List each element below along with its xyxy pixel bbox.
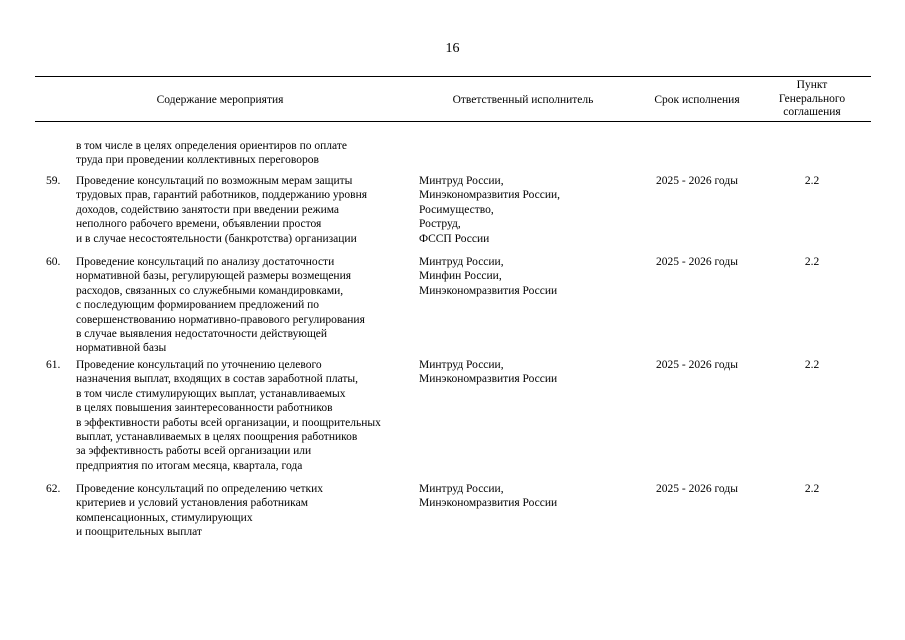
row-agreement-point: 2.2 xyxy=(804,175,820,187)
responsible-line: Минэкономразвития России, xyxy=(419,189,561,202)
row-description xyxy=(76,255,416,356)
description-line: в том числе стимулирующих выплат, устанавливаемых xyxy=(76,387,346,400)
description-line: с последующим формированием предложений по xyxy=(76,299,320,312)
continuation-text xyxy=(76,139,416,168)
description-line: и в случае несостоятельности (банкротства) организации xyxy=(76,232,357,245)
row-number: 61. xyxy=(46,359,61,371)
description-line: Проведение консультаций по возможным мерам защиты xyxy=(76,175,353,187)
responsible-line: Минтруд России, xyxy=(419,175,504,187)
row-agreement-point: 2.2 xyxy=(804,256,820,268)
description-line: совершенствованию нормативно-правового регулирования xyxy=(76,313,365,326)
row-term: 2025 - 2026 годы xyxy=(656,359,738,371)
table-header-top-rule xyxy=(35,76,871,77)
row-number: 62. xyxy=(46,483,61,495)
description-line: критериев и условий установления работникам xyxy=(76,497,308,510)
column-header-point-line: Генерального xyxy=(778,92,846,105)
description-line: нормативной базы, регулирующей размеры возмещения xyxy=(76,270,352,283)
row-term: 2025 - 2026 годы xyxy=(656,483,738,495)
responsible-line: Роструд, xyxy=(419,218,461,231)
column-header-point-line: соглашения xyxy=(783,106,841,119)
description-line: за эффективность работы всей организации или xyxy=(76,445,312,458)
responsible-line: Минтруд России, xyxy=(419,483,504,495)
column-header-term: Срок исполнения xyxy=(654,94,740,106)
responsible-line: Минфин России, xyxy=(419,270,502,283)
row-description xyxy=(76,482,416,540)
row-agreement-point: 2.2 xyxy=(804,359,820,371)
continuation-line: труда при проведении коллективных переговоров xyxy=(76,154,319,167)
description-line: доходов, содействию занятости при введении режима xyxy=(76,203,340,216)
description-line: расходов, связанных со служебными командировками, xyxy=(76,284,344,297)
responsible-line: Минэкономразвития России xyxy=(419,497,558,510)
responsible-line: Минэкономразвития России xyxy=(419,373,558,386)
description-line: трудовых прав, гарантий работников, поддержанию уровня xyxy=(76,189,368,202)
row-agreement-point: 2.2 xyxy=(804,483,820,495)
column-header-agreement-point xyxy=(753,79,871,120)
row-responsible xyxy=(419,358,634,387)
row-responsible xyxy=(419,482,634,511)
description-line: и поощрительных выплат xyxy=(76,526,202,539)
responsible-line: Минтруд России, xyxy=(419,256,504,268)
row-responsible xyxy=(419,174,634,246)
description-line: выплат, устанавливаемых в целях поощрения работников xyxy=(76,431,358,444)
description-line: в целях повышения заинтересованности работников xyxy=(76,402,333,415)
row-responsible xyxy=(419,255,634,298)
column-header-responsible: Ответственный исполнитель xyxy=(452,94,594,106)
responsible-line: ФССП России xyxy=(419,232,490,245)
table-header-bottom-rule xyxy=(35,121,871,122)
row-description xyxy=(76,358,416,473)
row-description xyxy=(76,174,416,246)
continuation-line: в том числе в целях определения ориентиров по оплате xyxy=(76,140,347,152)
row-term: 2025 - 2026 годы xyxy=(656,256,738,268)
responsible-line: Минэкономразвития России xyxy=(419,284,558,297)
responsible-line: Росимущество, xyxy=(419,203,494,216)
row-number: 60. xyxy=(46,256,61,268)
row-number: 59. xyxy=(46,175,61,187)
description-line: предприятия по итогам месяца, квартала, года xyxy=(76,459,303,472)
description-line: Проведение консультаций по анализу достаточности xyxy=(76,256,335,268)
description-line: нормативной базы xyxy=(76,342,167,355)
description-line: компенсационных, стимулирующих xyxy=(76,511,253,524)
description-line: Проведение консультаций по уточнению целевого xyxy=(76,359,322,371)
description-line: в случае выявления недостаточности действующей xyxy=(76,328,328,341)
row-term: 2025 - 2026 годы xyxy=(656,175,738,187)
description-line: в эффективности работы всей организации, и поощрительных xyxy=(76,416,381,429)
description-line: Проведение консультаций по определению четких xyxy=(76,483,323,495)
page-number: 16 xyxy=(445,41,460,56)
description-line: назначения выплат, входящих в состав заработной платы, xyxy=(76,373,359,386)
column-header-point-line: Пункт xyxy=(796,79,828,91)
responsible-line: Минтруд России, xyxy=(419,359,504,371)
description-line: неполного рабочего времени, объявлении простоя xyxy=(76,218,322,231)
column-header-content: Содержание мероприятия xyxy=(156,94,284,106)
